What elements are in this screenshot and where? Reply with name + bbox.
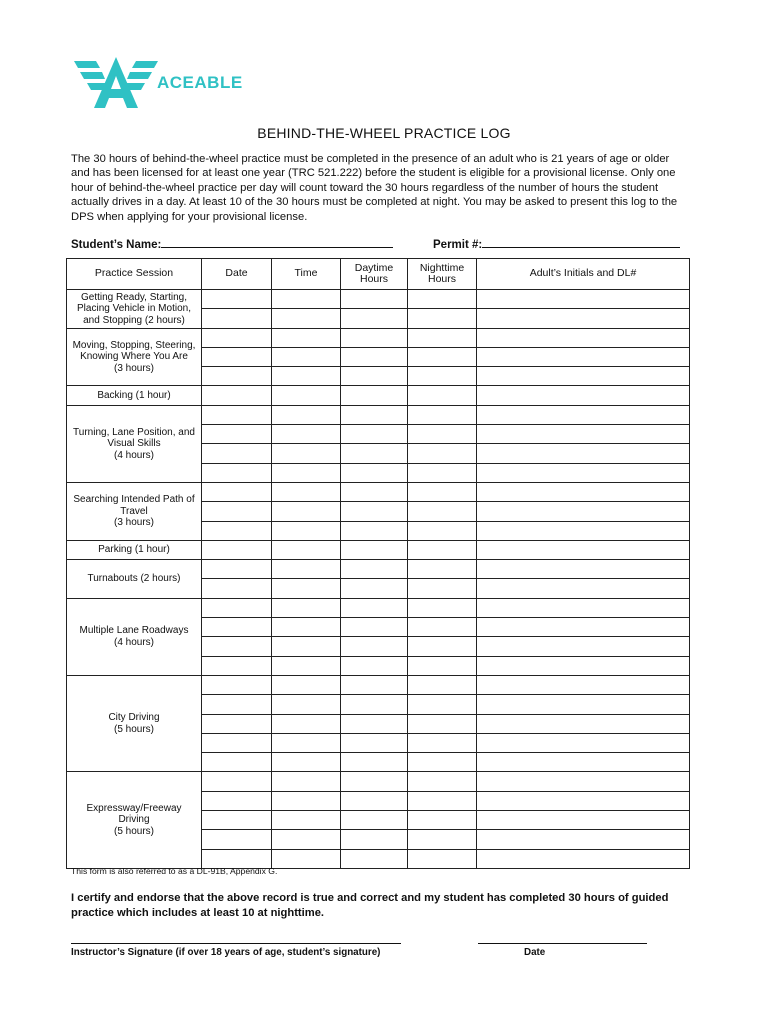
entry-cell[interactable] — [341, 309, 408, 328]
session-label: Turning, Lane Position, and Visual Skills (4 hours) — [67, 405, 202, 482]
entry-cell[interactable] — [408, 675, 477, 694]
aceable-logo-icon — [74, 56, 158, 110]
entry-cell[interactable] — [477, 386, 690, 405]
instructor-signature-label: Instructor’s Signature (if over 18 years of age, student’s signature) — [71, 947, 381, 958]
entry-cell[interactable] — [341, 405, 408, 424]
table-row — [67, 386, 690, 405]
entry-cell[interactable] — [477, 598, 690, 617]
entry-cell[interactable] — [202, 695, 272, 714]
entry-cell[interactable] — [341, 463, 408, 482]
entry-cell[interactable] — [477, 849, 690, 868]
entry-cell[interactable] — [408, 656, 477, 675]
entry-cell[interactable] — [202, 598, 272, 617]
entry-cell[interactable] — [408, 444, 477, 463]
entry-cell[interactable] — [272, 482, 341, 501]
entry-cell[interactable] — [341, 849, 408, 868]
entry-cell[interactable] — [477, 290, 690, 309]
permit-line[interactable] — [482, 236, 680, 248]
header-time: Time — [272, 259, 341, 290]
entry-cell[interactable] — [341, 598, 408, 617]
entry-cell[interactable] — [202, 791, 272, 810]
permit-label: Permit #: — [433, 239, 483, 251]
entry-cell[interactable] — [272, 367, 341, 386]
permit-field[interactable] — [433, 236, 680, 251]
entry-cell[interactable] — [272, 811, 341, 830]
entry-cell[interactable] — [202, 560, 272, 579]
entry-cell[interactable] — [202, 425, 272, 444]
table-row — [67, 328, 690, 347]
entry-cell[interactable] — [202, 386, 272, 405]
form-footnote: This form is also referred to as a DL-91B, Appendix G. — [71, 866, 278, 876]
entry-cell[interactable] — [272, 444, 341, 463]
entry-cell[interactable] — [272, 521, 341, 540]
header-practice-session: Practice Session — [67, 259, 202, 290]
entry-cell[interactable] — [477, 618, 690, 637]
entry-cell[interactable] — [408, 347, 477, 366]
entry-cell[interactable] — [477, 714, 690, 733]
entry-cell[interactable] — [341, 328, 408, 347]
entry-cell[interactable] — [272, 695, 341, 714]
entry-cell[interactable] — [408, 560, 477, 579]
entry-cell[interactable] — [341, 830, 408, 849]
entry-cell[interactable] — [408, 637, 477, 656]
entry-cell[interactable] — [408, 811, 477, 830]
entry-cell[interactable] — [477, 444, 690, 463]
header-adult-initials: Adult’s Initials and DL# — [477, 259, 690, 290]
entry-cell[interactable] — [202, 540, 272, 559]
entry-cell[interactable] — [341, 656, 408, 675]
entry-cell[interactable] — [341, 425, 408, 444]
entry-cell[interactable] — [477, 675, 690, 694]
entry-cell[interactable] — [477, 656, 690, 675]
student-name-line[interactable] — [161, 236, 393, 248]
session-label: Turnabouts (2 hours) — [67, 560, 202, 599]
entry-cell[interactable] — [272, 772, 341, 791]
entry-cell[interactable] — [202, 444, 272, 463]
entry-cell[interactable] — [272, 830, 341, 849]
entry-cell[interactable] — [408, 618, 477, 637]
entry-cell[interactable] — [272, 290, 341, 309]
entry-cell[interactable] — [408, 849, 477, 868]
entry-cell[interactable] — [341, 618, 408, 637]
entry-cell[interactable] — [408, 791, 477, 810]
entry-cell[interactable] — [477, 347, 690, 366]
entry-cell[interactable] — [408, 540, 477, 559]
entry-cell[interactable] — [272, 637, 341, 656]
table-row — [67, 598, 690, 617]
entry-cell[interactable] — [202, 463, 272, 482]
entry-cell[interactable] — [202, 579, 272, 598]
entry-cell[interactable] — [202, 811, 272, 830]
entry-cell[interactable] — [202, 714, 272, 733]
entry-cell[interactable] — [341, 386, 408, 405]
certification-statement: I certify and endorse that the above record is true and correct and my student has completed 30 hours of guided practice which includes at least 10 at nighttime. — [71, 892, 669, 919]
intro-paragraph: The 30 hours of behind-the-wheel practice must be completed in the presence of an adult who is 21 years of age or older and has been licensed for at least one year (TRC 521.222) before the student is eligible for a provisional license. Only one hour of behind-the-wheel practice per day will count toward the 30 hours regardless of the number of hours the student actually drives in a day. At least 10 of the 30 hours must be completed at night. You may be asked to present this log to the DPS when applying for your provisional license. — [71, 153, 678, 223]
entry-cell[interactable] — [341, 560, 408, 579]
student-name-label: Student’s Name: — [71, 239, 162, 251]
entry-cell[interactable] — [202, 328, 272, 347]
brand-name: ACEABLE — [157, 73, 243, 92]
entry-cell[interactable] — [477, 463, 690, 482]
table-body — [67, 290, 690, 869]
entry-cell[interactable] — [341, 811, 408, 830]
entry-cell[interactable] — [408, 579, 477, 598]
page-title: BEHIND-THE-WHEEL PRACTICE LOG — [257, 125, 511, 141]
entry-cell[interactable] — [272, 579, 341, 598]
entry-cell[interactable] — [408, 328, 477, 347]
entry-cell[interactable] — [272, 560, 341, 579]
entry-cell[interactable] — [477, 540, 690, 559]
entry-cell[interactable] — [477, 405, 690, 424]
entry-cell[interactable] — [477, 309, 690, 328]
entry-cell[interactable] — [272, 714, 341, 733]
table-header-row — [67, 259, 690, 290]
entry-cell[interactable] — [408, 463, 477, 482]
entry-cell[interactable] — [272, 328, 341, 347]
entry-cell[interactable] — [408, 753, 477, 772]
entry-cell[interactable] — [341, 444, 408, 463]
entry-cell[interactable] — [341, 675, 408, 694]
table-row — [67, 540, 690, 559]
entry-cell[interactable] — [272, 675, 341, 694]
entry-cell[interactable] — [341, 540, 408, 559]
entry-cell[interactable] — [202, 347, 272, 366]
entry-cell[interactable] — [272, 791, 341, 810]
entry-cell[interactable] — [477, 560, 690, 579]
entry-cell[interactable] — [202, 637, 272, 656]
entry-cell[interactable] — [408, 482, 477, 501]
session-label: Backing (1 hour) — [67, 386, 202, 405]
date-label: Date — [524, 947, 546, 958]
entry-cell[interactable] — [408, 405, 477, 424]
student-name-field[interactable] — [71, 236, 393, 251]
entry-cell[interactable] — [272, 733, 341, 752]
entry-cell[interactable] — [477, 502, 690, 521]
session-label: Expressway/Freeway Driving (5 hours) — [67, 772, 202, 868]
entry-cell[interactable] — [341, 695, 408, 714]
header-daytime-hours: Daytime Hours — [341, 259, 408, 290]
entry-cell[interactable] — [477, 579, 690, 598]
session-label: Parking (1 hour) — [67, 540, 202, 559]
instructor-signature-line[interactable] — [71, 943, 401, 944]
entry-cell[interactable] — [202, 290, 272, 309]
entry-cell[interactable] — [202, 830, 272, 849]
entry-cell[interactable] — [272, 598, 341, 617]
entry-cell[interactable] — [408, 290, 477, 309]
entry-cell[interactable] — [341, 791, 408, 810]
aceable-logo — [74, 56, 254, 112]
session-label: Searching Intended Path of Travel (3 hours) — [67, 482, 202, 540]
entry-cell[interactable] — [408, 425, 477, 444]
entry-cell[interactable] — [408, 386, 477, 405]
entry-cell[interactable] — [408, 309, 477, 328]
entry-cell[interactable] — [408, 598, 477, 617]
entry-cell[interactable] — [477, 425, 690, 444]
entry-cell[interactable] — [202, 309, 272, 328]
entry-cell[interactable] — [202, 733, 272, 752]
entry-cell[interactable] — [408, 367, 477, 386]
entry-cell[interactable] — [202, 656, 272, 675]
session-label: Getting Ready, Starting, Placing Vehicle in Motion, and Stopping (2 hours) — [67, 290, 202, 329]
entry-cell[interactable] — [272, 309, 341, 328]
entry-cell[interactable] — [408, 733, 477, 752]
entry-cell[interactable] — [341, 502, 408, 521]
session-label: Multiple Lane Roadways (4 hours) — [67, 598, 202, 675]
entry-cell[interactable] — [272, 425, 341, 444]
table-row — [67, 560, 690, 579]
entry-cell[interactable] — [202, 772, 272, 791]
entry-cell[interactable] — [408, 714, 477, 733]
entry-cell[interactable] — [202, 367, 272, 386]
entry-cell[interactable] — [477, 328, 690, 347]
entry-cell[interactable] — [341, 753, 408, 772]
entry-cell[interactable] — [477, 733, 690, 752]
entry-cell[interactable] — [477, 637, 690, 656]
entry-cell[interactable] — [477, 367, 690, 386]
table-row — [67, 405, 690, 424]
entry-cell[interactable] — [477, 830, 690, 849]
entry-cell[interactable] — [202, 618, 272, 637]
entry-cell[interactable] — [341, 772, 408, 791]
table-row — [67, 290, 690, 309]
table-row — [67, 772, 690, 791]
entry-cell[interactable] — [477, 811, 690, 830]
entry-cell[interactable] — [272, 347, 341, 366]
entry-cell[interactable] — [202, 675, 272, 694]
entry-cell[interactable] — [202, 482, 272, 501]
entry-cell[interactable] — [202, 521, 272, 540]
entry-cell[interactable] — [272, 386, 341, 405]
practice-log-table — [66, 258, 690, 869]
entry-cell[interactable] — [202, 502, 272, 521]
entry-cell[interactable] — [202, 405, 272, 424]
entry-cell[interactable] — [408, 830, 477, 849]
entry-cell[interactable] — [341, 521, 408, 540]
entry-cell[interactable] — [408, 521, 477, 540]
entry-cell[interactable] — [477, 521, 690, 540]
entry-cell[interactable] — [477, 791, 690, 810]
entry-cell[interactable] — [272, 618, 341, 637]
entry-cell[interactable] — [341, 714, 408, 733]
header-nighttime-hours: Nighttime Hours — [408, 259, 477, 290]
entry-cell[interactable] — [477, 753, 690, 772]
header-date: Date — [202, 259, 272, 290]
table-row — [67, 482, 690, 501]
entry-cell[interactable] — [477, 695, 690, 714]
entry-cell[interactable] — [272, 849, 341, 868]
entry-cell[interactable] — [341, 347, 408, 366]
entry-cell[interactable] — [341, 579, 408, 598]
table-row — [67, 675, 690, 694]
entry-cell[interactable] — [272, 502, 341, 521]
entry-cell[interactable] — [341, 733, 408, 752]
entry-cell[interactable] — [408, 502, 477, 521]
entry-cell[interactable] — [272, 405, 341, 424]
entry-cell[interactable] — [272, 540, 341, 559]
entry-cell[interactable] — [408, 695, 477, 714]
session-label: City Driving (5 hours) — [67, 675, 202, 771]
session-label: Moving, Stopping, Steering, Knowing Where You Are (3 hours) — [67, 328, 202, 386]
entry-cell[interactable] — [341, 367, 408, 386]
entry-cell[interactable] — [408, 772, 477, 791]
entry-cell[interactable] — [341, 290, 408, 309]
entry-cell[interactable] — [272, 463, 341, 482]
entry-cell[interactable] — [341, 637, 408, 656]
entry-cell[interactable] — [477, 772, 690, 791]
entry-cell[interactable] — [272, 656, 341, 675]
entry-cell[interactable] — [272, 753, 341, 772]
date-signature-line[interactable] — [478, 943, 647, 944]
entry-cell[interactable] — [341, 482, 408, 501]
entry-cell[interactable] — [202, 753, 272, 772]
entry-cell[interactable] — [477, 482, 690, 501]
